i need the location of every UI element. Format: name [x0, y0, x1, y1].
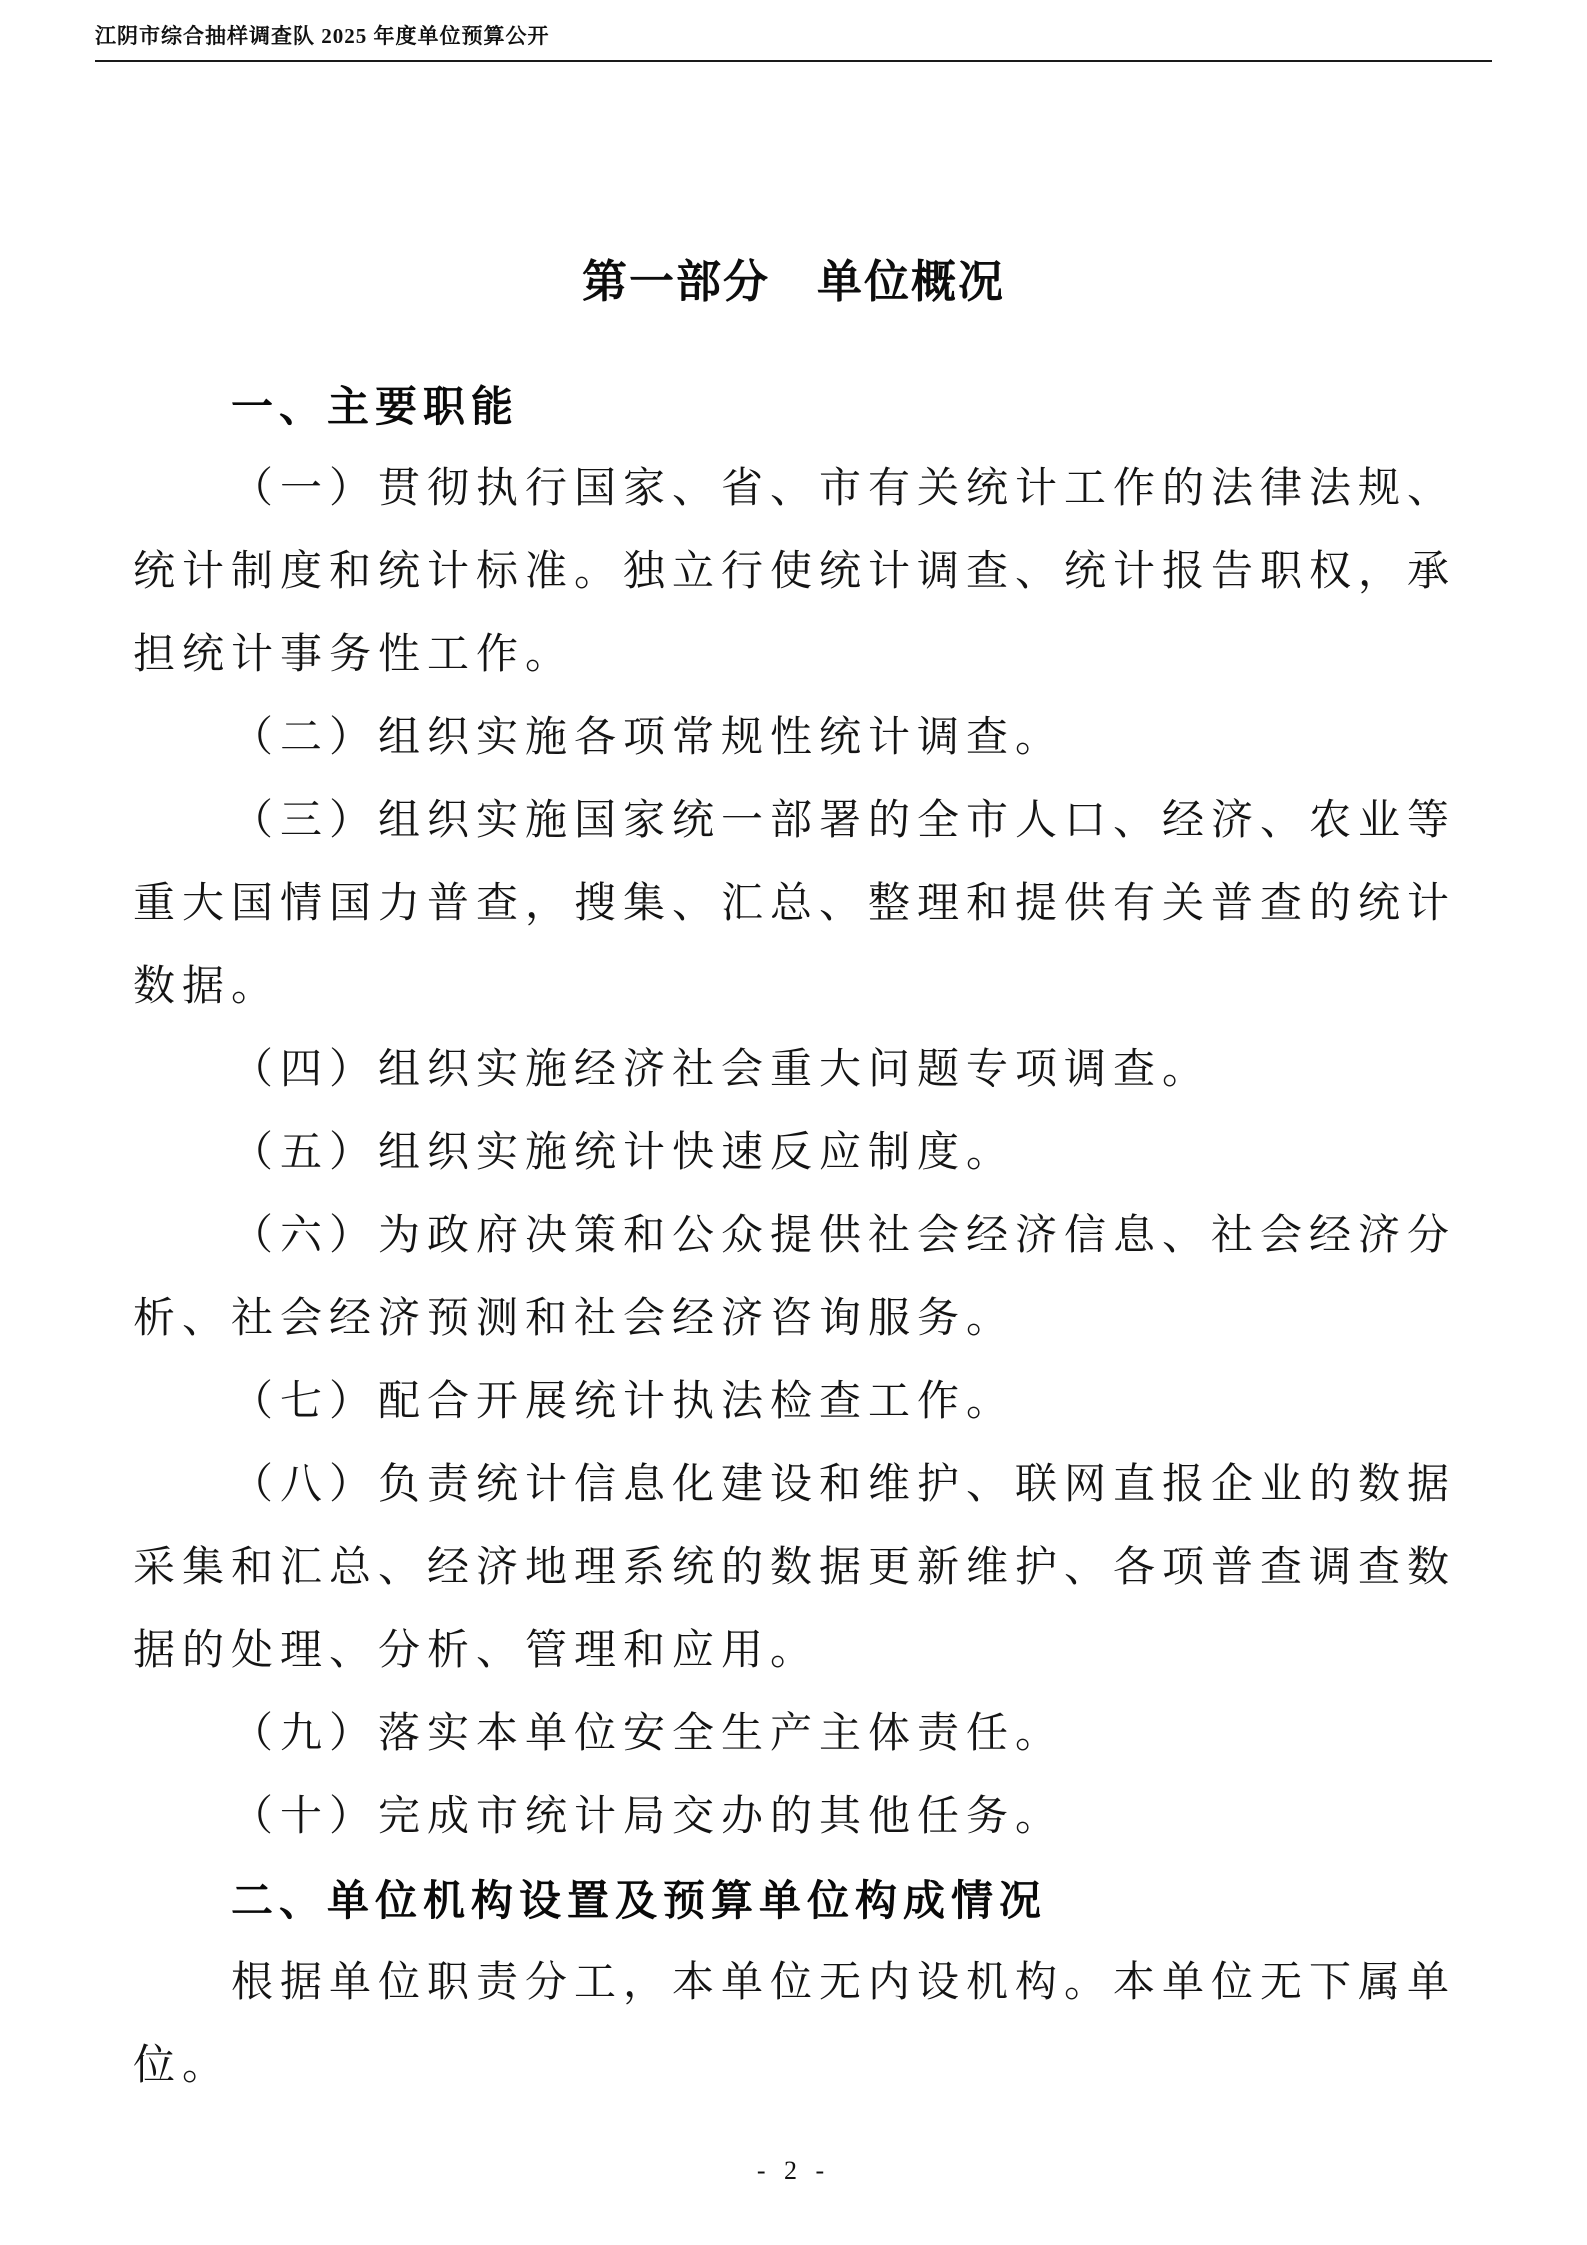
body-line: （二）组织实施各项常规性统计调查。	[231, 715, 1065, 761]
body-line: 担统计事务性工作。	[133, 632, 575, 678]
body-line: 根据单位职责分工，本单位无内设机构。本单位无下属单	[231, 1960, 1457, 2006]
body-line: 数据。	[133, 964, 281, 1010]
body-line: 位。	[133, 2043, 232, 2089]
body-line: 析、社会经济预测和社会经济咨询服务。	[133, 1296, 1016, 1342]
body-line: 重大国情国力普查，搜集、汇总、整理和提供有关普查的统计	[133, 881, 1457, 927]
body-line: 统计制度和统计标准。独立行使统计调查、统计报告职权，承	[133, 549, 1457, 595]
body-line: （一）贯彻执行国家、省、市有关统计工作的法律法规、	[231, 466, 1457, 512]
section-heading-2: 二、单位机构设置及预算单位构成情况	[231, 1877, 1048, 1924]
body-line: （八）负责统计信息化建设和维护、联网直报企业的数据	[231, 1462, 1457, 1508]
body-line: （七）配合开展统计执法检查工作。	[231, 1379, 1016, 1425]
document-body	[133, 365, 1473, 2108]
body-line: （三）组织实施国家统一部署的全市人口、经济、农业等	[231, 798, 1457, 844]
section-heading-1: 一、主要职能	[231, 383, 520, 430]
page-header	[95, 20, 1492, 62]
header-title: 江阴市综合抽样调查队 2025 年度单位预算公开	[95, 24, 550, 48]
body-line: （九）落实本单位安全生产主体责任。	[231, 1711, 1065, 1757]
part-title: 第一部分 单位概况	[581, 257, 1005, 307]
page-footer	[0, 2156, 1587, 2186]
body-line: （六）为政府决策和公众提供社会经济信息、社会经济分	[231, 1213, 1457, 1259]
body-line: （四）组织实施经济社会重大问题专项调查。	[231, 1047, 1212, 1093]
body-line: （五）组织实施统计快速反应制度。	[231, 1130, 1016, 1176]
body-line: 采集和汇总、经济地理系统的数据更新维护、各项普查调查数	[133, 1545, 1457, 1591]
body-line: 据的处理、分析、管理和应用。	[133, 1628, 820, 1674]
page-number: - 2 -	[756, 2156, 831, 2185]
body-line: （十）完成市统计局交办的其他任务。	[231, 1794, 1065, 1840]
